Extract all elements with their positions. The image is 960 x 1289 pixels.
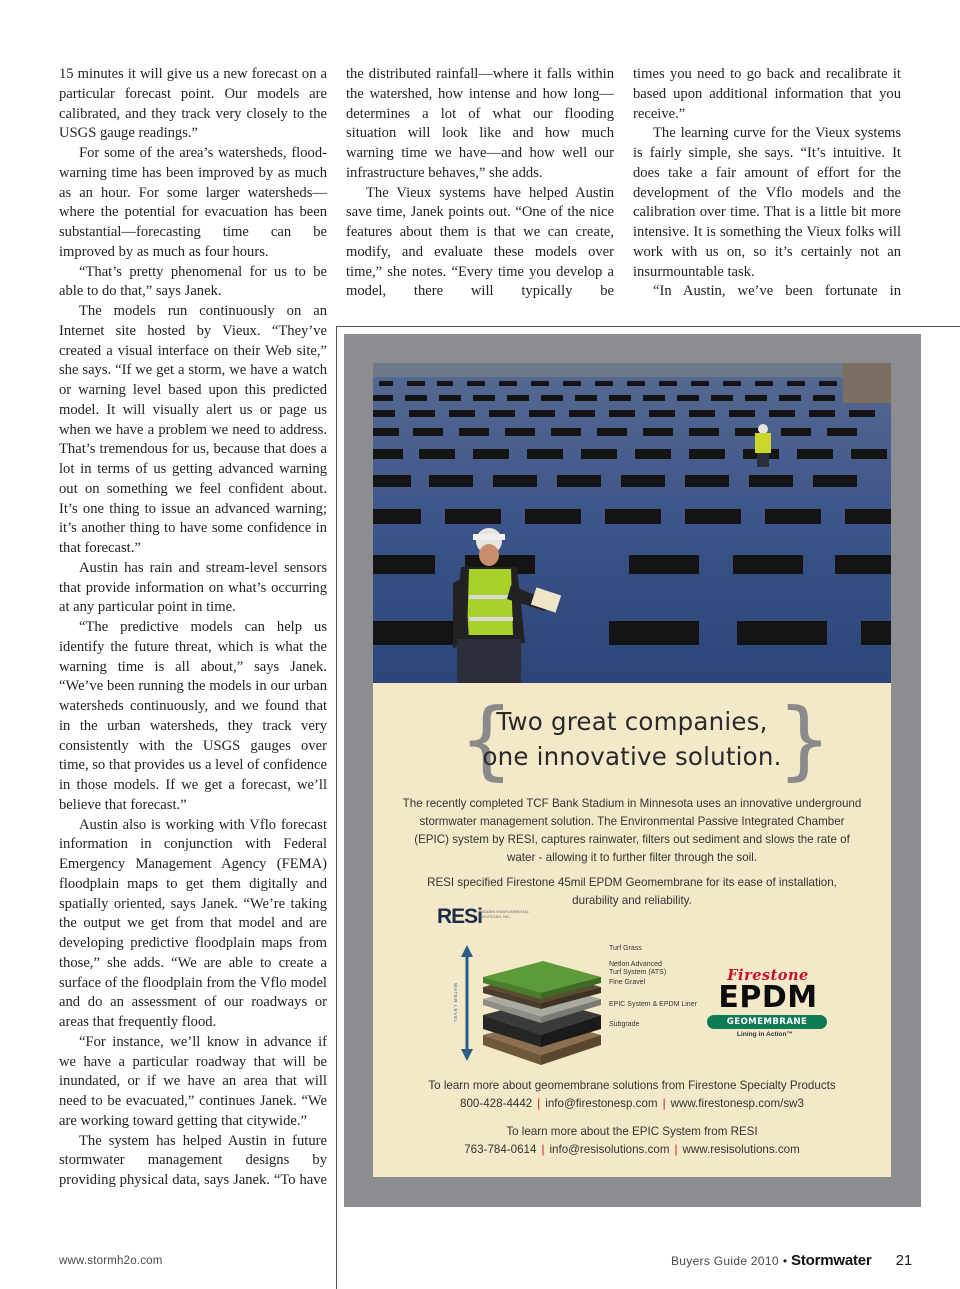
ad-body-paragraph: RESI specified Firestone 45mil EPDM Geomembrane for its ease of installation, durability and reliability.	[427, 876, 837, 907]
layer-label-netlon: Netlon Advanced Turf System (ATS)	[609, 961, 667, 976]
paragraph: times you need to go back and recalibrate it based upon additional information that you receive.”	[633, 66, 901, 122]
separator: |	[541, 1143, 545, 1156]
separator: |	[537, 1097, 541, 1110]
ad-frame-rule-horizontal	[336, 326, 960, 327]
layer-label-epic: EPIC System & EPDM Liner	[609, 1001, 697, 1008]
photo-illustration	[373, 363, 891, 683]
layer-label-gravel: Fine Gravel	[609, 979, 646, 986]
firestone-wordmark: Firestone	[727, 967, 809, 984]
resi-contact-details	[401, 1141, 863, 1159]
ad-copy-panel	[373, 683, 891, 1177]
article-column-1	[59, 65, 327, 1191]
resi-email[interactable]: info@resisolutions.com	[549, 1143, 670, 1156]
paragraph: “For instance, we’ll know in advance if we have a particular roadway that will be inundated, or if we have an area that will need to be evacuated,” continues Janek. “We are working toward getting that citywide.”	[59, 1033, 327, 1129]
ad-headline-line-2: one innovative solution.	[482, 742, 782, 771]
layer-cross-section-graphic	[457, 943, 607, 1073]
paragraph: 15 minutes it will give us a new forecast on a particular forecast point. Our models are calibrated, and they track very closely to the USGS gauge readings.”	[59, 66, 327, 142]
paragraph: “That’s pretty phenomenal for us to be able to do that,” says Janek.	[59, 263, 327, 300]
footer-magazine-name: Stormwater	[791, 1252, 872, 1269]
paragraph: The learning curve for the Vieux systems is fairly simple, she says. “It’s intuitive. It does take a fair amount of effort for the development of the Vflo models and the calibration over time. That is a little bit more intensive. It is something the Vieux folks will work with us on, so it’s certainly not an insurmountable task.	[633, 125, 901, 280]
paragraph: “The predictive models can help us identify the future threat, which is what the warning time is all about,” says Janek. “We’ve been running the models in our urban watersheds continuously, and we found that in the urban watersheds, they track very consistently with the USGS gauges over time, so that provides us a level of confidence in those models. If we get a forecast, we’ll believe that forecast.”	[59, 619, 327, 813]
ad-body-paragraph: The recently completed TCF Bank Stadium in Minnesota uses an innovative underground stormwater management solution. The Environmental Passive Integrated Chamber (EPIC) system by RESI, captures rainwater, filters out sediment and slows the rate of water - allowing it to further filter through the soil.	[402, 797, 862, 864]
paragraph: The models run continuously on an Internet site hosted by Vieux. “They’ve created a visual interface on their Web site,” she says. “If we get a storm, we have a watch or warning level based upon this predicted model. It will visually alert us or page us when we have a problem we need to address. That’s tremendous for us, because that does a lot in terms of us getting advanced warning out on something we feel confident about. It’s one thing to issue an advanced warning; it’s another thing to have some confidence in that forecast.”	[59, 303, 327, 556]
layer-label-turf: Turf Grass	[609, 945, 642, 952]
paragraph: For some of the area’s watersheds, flood-warning time has been improved by as much as an hour. For some larger watersheds—where the potential for evacuation has been substantial—forecasting time can be improved by as much as four hours.	[59, 145, 327, 260]
resi-logo-small: REDDEN ENVIRONMENTAL SOLUTIONS, INC.	[479, 909, 530, 919]
paragraph: the distributed rainfall—where it falls within the watershed, how intense and how long—determines a lot of what our flooding situation will look like and how much warning time we have—and how well our infrastructure behaves,” she adds.	[346, 66, 614, 181]
epdm-wordmark: EPDM	[718, 980, 818, 1015]
separator: |	[662, 1097, 666, 1110]
resi-logo-word: RESi	[437, 905, 483, 928]
resi-phone: 763-784-0614	[464, 1143, 537, 1156]
paragraph: The system has helped Austin in future stormwater management designs by providing physical data, says Janek. “To have	[59, 1132, 327, 1188]
water-level-label: WATER LEVEL	[453, 983, 458, 1024]
paragraph: “In Austin, we’ve been fortunate in	[653, 283, 901, 300]
paragraph: The Vieux systems have helped Austin save time, Janek points out. “One of the nice features about them is that we can create, modify, and evaluate these models over time,” she notes. “Every time you develop a model, there will typically be	[346, 184, 614, 300]
resi-contact-line: To learn more about the EPIC System from RESI	[506, 1125, 758, 1138]
resi-contact-block	[401, 1123, 863, 1159]
separator: |	[674, 1143, 678, 1156]
resi-web[interactable]: www.resisolutions.com	[682, 1143, 800, 1156]
firestone-phone: 800-428-4442	[460, 1097, 533, 1110]
footer-website[interactable]: www.stormh2o.com	[59, 1255, 163, 1267]
footer-issue: Buyers Guide 2010	[671, 1254, 779, 1268]
advertisement	[344, 334, 921, 1207]
page-number: 21	[895, 1252, 913, 1269]
layer-label-subgrade: Subgrade	[609, 1021, 640, 1028]
article-column-2	[346, 65, 614, 302]
footer-folio	[671, 1252, 912, 1270]
article-column-3	[633, 65, 901, 302]
layer-diagram	[453, 943, 697, 1073]
brace-left: {	[459, 690, 514, 790]
firestone-email[interactable]: info@firestonesp.com	[545, 1097, 658, 1110]
ad-photo-construction-worker	[373, 363, 891, 683]
lining-tagline: Lining in Action™	[736, 1031, 794, 1038]
firestone-contact-details	[401, 1095, 863, 1113]
paragraph: Austin also is working with Vflo forecast information in conjunction with Federal Emergency Management Agency (FEMA) floodplain maps to get them digitally and spatially oriented, says Janek. “We’re taking the output we get from that model and are developing predictive floodplain maps from those,” she adds. “We are able to create a surface of the floodplain from the Vflo model and do an assessment of our roadways or areas that frequently flood.	[59, 816, 327, 1030]
geomembrane-badge: GEOMEMBRANE	[707, 1015, 827, 1029]
footer-bullet: •	[782, 1254, 788, 1268]
firestone-epdm-logo	[705, 967, 831, 1047]
resi-logo	[437, 905, 530, 931]
firestone-contact-line: To learn more about geomembrane solutions from Firestone Specialty Products	[428, 1079, 836, 1092]
ad-frame-rule-vertical	[336, 326, 337, 1289]
brace-right: }	[777, 690, 832, 790]
paragraph: Austin has rain and stream-level sensors that provide information on what’s occurring at any particular point in time.	[59, 559, 327, 616]
ad-headline-line-1: Two great companies,	[496, 707, 768, 736]
firestone-web[interactable]: www.firestonesp.com/sw3	[670, 1097, 804, 1110]
firestone-contact-block	[401, 1077, 863, 1113]
